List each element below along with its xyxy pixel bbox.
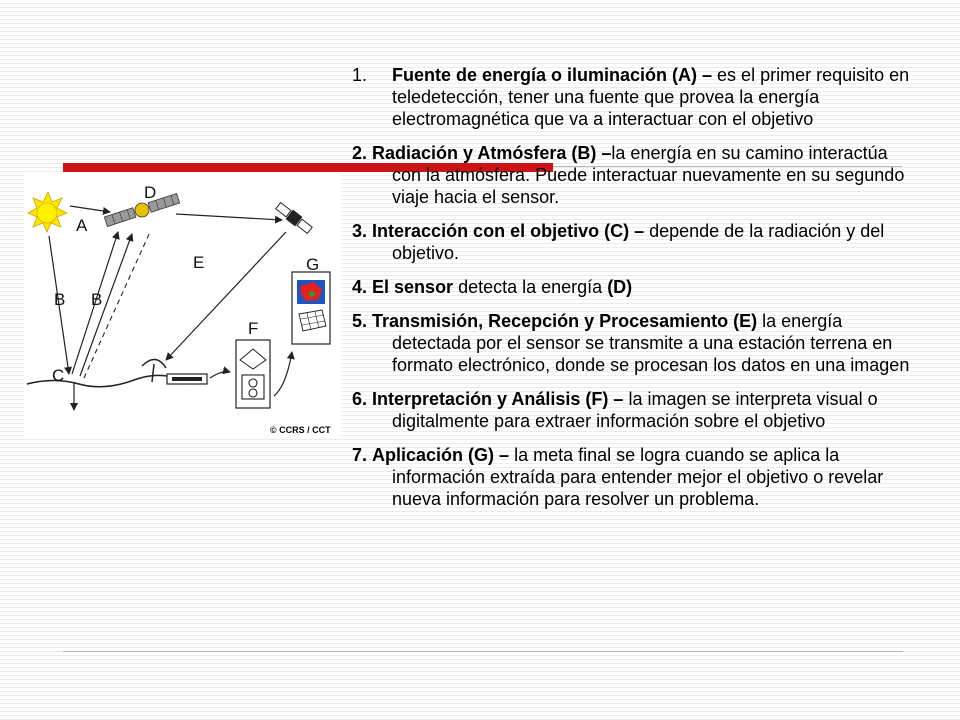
item-body: la energía detectada por el sensor se transmite a una estación terrena en formato electrónico, donde se procesan los datos en una imagen	[392, 311, 910, 375]
ground-antenna-icon	[142, 359, 166, 382]
sun-icon	[28, 192, 67, 232]
label-f: F	[248, 319, 259, 338]
list-item	[352, 388, 912, 432]
satellite-to-relay-link	[176, 214, 282, 220]
item-title: Transmisión, Recepción y Procesamiento (E)	[372, 311, 758, 331]
list-item	[352, 64, 912, 130]
sun-to-satellite-ray	[70, 206, 110, 212]
label-b-right: B	[91, 290, 103, 309]
item-body: depende de la radiación y del objetivo.	[392, 221, 885, 263]
label-c: C	[52, 366, 65, 385]
satellite-icon	[104, 192, 181, 229]
item-title: Fuente de energía o iluminación (A) –	[392, 65, 713, 85]
relay-satellite-icon	[275, 201, 314, 235]
station-to-analysis-link	[210, 372, 230, 378]
item-body: la meta final se logra cuando se aplica la información extraída para entender mejor el objetivo o revelar nueva información para resolver un problema.	[392, 445, 884, 509]
item-title: Interacción con el objetivo (C) –	[372, 221, 645, 241]
label-d: D	[144, 183, 157, 202]
label-b-left: B	[54, 290, 66, 309]
item-number: 7.	[352, 445, 368, 465]
item-body: la imagen se interpreta visual o digitalmente para extraer información sobre el objetivo	[392, 389, 878, 431]
item-body: es el primer requisito en teledetección, tener una fuente que provea la energía electromagnética que va a interactuar con el objetivo	[392, 65, 910, 129]
analysis-to-application-link	[274, 352, 292, 396]
item-extra: (D)	[607, 277, 633, 297]
list-item	[352, 276, 912, 298]
item-body: detecta la energía	[453, 277, 608, 297]
list-item	[352, 220, 912, 264]
copyright-notice: © CCRS / CCT	[270, 425, 331, 435]
diagram-canvas	[24, 174, 341, 439]
item-body: la energía en su camino interactúa con la atmósfera. Puede interactuar nuevamente en su segundo viaje hacia el sensor.	[392, 143, 905, 207]
remote-sensing-diagram	[24, 174, 341, 439]
item-title: Radiación y Atmósfera (B) –	[372, 143, 612, 163]
footer-divider-line	[63, 651, 903, 652]
item-number: 5.	[352, 311, 368, 331]
label-g: G	[306, 255, 320, 274]
item-title: Aplicación (G) –	[372, 445, 510, 465]
ground-station-icon	[167, 374, 207, 384]
item-title: Interpretación y Análisis (F) –	[372, 389, 624, 409]
list-item	[352, 310, 912, 376]
interpretation-station-icon	[236, 340, 270, 408]
item-number: 2.	[352, 143, 368, 163]
item-title: El sensor	[372, 277, 454, 297]
application-screen-icon	[292, 272, 330, 344]
item-number: 3.	[352, 221, 368, 241]
list-item	[352, 444, 912, 510]
item-number: 6.	[352, 389, 368, 409]
item-number: 4.	[352, 277, 368, 297]
ground-to-satellite-ray-2	[80, 234, 132, 376]
list-item	[352, 142, 912, 208]
explanation-list	[352, 64, 912, 522]
label-e: E	[193, 253, 205, 272]
item-number: 1.	[352, 65, 368, 85]
label-a: A	[76, 216, 88, 235]
